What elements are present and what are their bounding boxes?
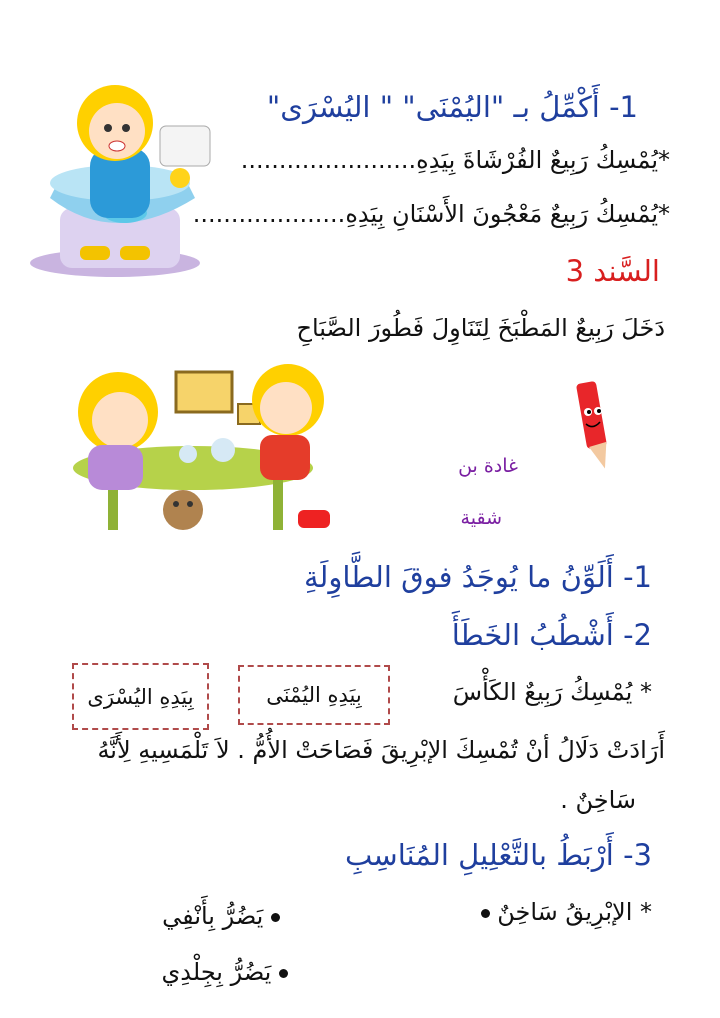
exercise-1-line-1: *يُمْسِكُ رَبِيعٌ الفُرْشَاةَ بِيَدِهِ....................... [240, 146, 670, 174]
question-3-reason-2 [161, 958, 288, 986]
document-3-title: السَّند 3 [565, 254, 660, 288]
kettle-item-text: * الإبْرِيقُ سَاخِنٌ [497, 898, 652, 926]
option-left-hand-box[interactable] [72, 663, 209, 730]
exercise-1-line-2: *يُمْسِكُ رَبِيعٌ مَعْجُونَ الأَسْنَانِ بِيَدِهِ.................... [192, 200, 670, 228]
option-right-hand-box[interactable] [238, 665, 390, 725]
reason-1-text: يَضُرُّ بِأَنْفِي [162, 902, 264, 930]
author-name-line-1: غادة بن [458, 455, 518, 477]
question-2-title: 2- أَشْطُبُ الخَطَأَ [451, 618, 652, 652]
boy-brushing-teeth-illustration [20, 48, 235, 280]
exercise-1-title: 1- أَكْمِّلُ بـ "اليُمْنَى" " اليُسْرَى" [266, 90, 638, 124]
question-3-reason-1 [162, 902, 280, 930]
pencil-mascot-icon [568, 378, 618, 474]
reason-1-connect-dot[interactable] [271, 913, 280, 922]
reason-2-text: يَضُرُّ بِجِلْدِي [161, 958, 272, 986]
document-3-sentence: دَخَلَ رَبِيعٌ المَطْبَخَ لِتَنَاوِلَ فَطُورَ الصَّبَاحِ [296, 314, 665, 342]
author-name-line-2: شقية [460, 507, 502, 529]
reason-2-connect-dot[interactable] [279, 969, 288, 978]
question-1-title: 1- أَلَوِّنُ ما يُوجَدُ فوقَ الطَّاوِلَةِ [303, 560, 652, 594]
question-2-sentence: * يُمْسِكُ رَبِيعٌ الكَأْسَ [452, 678, 652, 706]
option-left-hand-label: بِيَدِهِ اليُسْرَى [87, 684, 194, 709]
question-3-title: 3- أَرْبَطُ بالتَّعْلِيلِ المُنَاسِبِ [344, 838, 652, 872]
question-2-paragraph-line-1: أَرَادَتْ دَلَالُ أنْ تُمْسِكَ الإبْرِيقَ فَصَاحَتْ الأُمُّ . لاَ تَلْمَسِيهِ لِأَنَّهُ [97, 736, 665, 764]
option-right-hand-label: بِيَدِهِ اليُمْنَى [266, 683, 362, 707]
kettle-connect-dot[interactable] [481, 909, 490, 918]
kids-breakfast-illustration [48, 350, 338, 548]
question-3-item-kettle [481, 898, 652, 926]
question-2-paragraph-line-2: سَاخِنٌ . [560, 786, 636, 814]
